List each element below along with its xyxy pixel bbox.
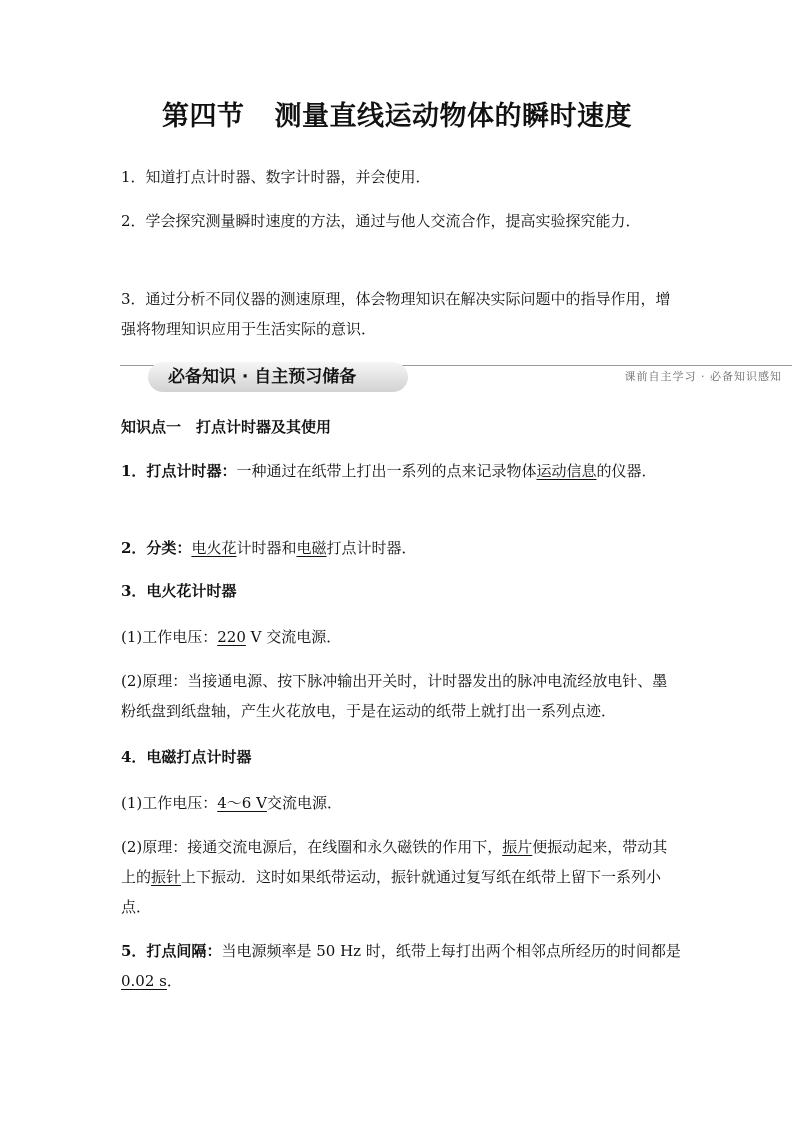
section-right-note: 课前自主学习 · 必备知识感知 xyxy=(624,370,782,383)
item-5-text-end: ． xyxy=(166,972,182,990)
item-4b-text-2: 便振动起来，带动其上的 xyxy=(121,838,668,886)
item-2-fill-2: 电磁 xyxy=(296,539,327,557)
item-4b-text-1: (2)原理：接通交流电源后，在线圈和永久磁铁的作用下， xyxy=(121,838,503,856)
item-1 xyxy=(121,456,681,486)
item-4b-fill-1: 振片 xyxy=(502,838,533,856)
item-4a-label: (1)工作电压： xyxy=(121,794,218,812)
item-5-fill: 0.02 s xyxy=(121,972,167,990)
item-3a-label: (1)工作电压： xyxy=(121,628,218,646)
item-2-text-2: 打点计时器． xyxy=(326,539,417,557)
item-4b xyxy=(121,832,681,922)
item-4a xyxy=(121,788,681,818)
item-2 xyxy=(121,533,681,563)
item-4a-text: 交流电源． xyxy=(266,794,342,812)
item-3a-text: V 交流电源． xyxy=(245,628,342,646)
knowledge-point-heading: 知识点一 打点计时器及其使用 xyxy=(121,418,332,436)
item-4a-fill: 4～6 V xyxy=(217,794,267,812)
item-5-text: 当电源频率是 50 Hz 时，纸带上每打出两个相邻点所经历的时间都是 xyxy=(221,942,681,960)
goal-3: 3．通过分析不同仪器的测速原理，体会物理知识在解决实际问题中的指导作用，增强将物理知识应用于生活实际的意识． xyxy=(121,290,671,338)
page-title xyxy=(0,94,794,133)
title-text: 测量直线运动物体的瞬时速度 xyxy=(274,101,632,132)
item-2-label: 2．分类： xyxy=(121,539,192,557)
item-5-label: 5．打点间隔： xyxy=(121,942,222,960)
item-1-text: 一种通过在纸带上打出一系列的点来记录物体 xyxy=(236,462,537,480)
item-2-fill-1: 电火花 xyxy=(191,539,237,557)
item-2-text-1: 计时器和 xyxy=(236,539,297,557)
item-4b-text-3: 上下振动．这时如果纸带运动，振针就通过复写纸在纸带上留下一系列小点． xyxy=(121,868,662,916)
item-3a xyxy=(121,622,681,652)
goal-1: 1．知道打点计时器、数字计时器，并会使用． xyxy=(121,168,431,186)
item-3-heading: 3．电火花计时器 xyxy=(121,582,237,600)
item-3b: (2)原理：当接通电源、按下脉冲输出开关时，计时器发出的脉冲电流经放电针、墨粉纸盘到纸盘轴，产生火花放电，于是在运动的纸带上就打出一系列点迹． xyxy=(121,672,668,720)
section-band: 必备知识 · 自主预习储备 xyxy=(148,362,408,392)
item-1-label: 1．打点计时器： xyxy=(121,462,237,480)
item-4-heading: 4．电磁打点计时器 xyxy=(121,748,252,766)
goal-2: 2．学会探究测量瞬时速度的方法，通过与他人交流合作，提高实验探究能力． xyxy=(121,212,641,230)
item-3a-fill: 220 xyxy=(217,628,246,646)
title-section-number: 第四节 xyxy=(162,101,245,132)
item-1-text-end: 的仪器． xyxy=(596,462,657,480)
item-1-fill: 运动信息 xyxy=(536,462,597,480)
item-5 xyxy=(121,936,681,996)
item-4b-fill-2: 振针 xyxy=(151,868,182,886)
